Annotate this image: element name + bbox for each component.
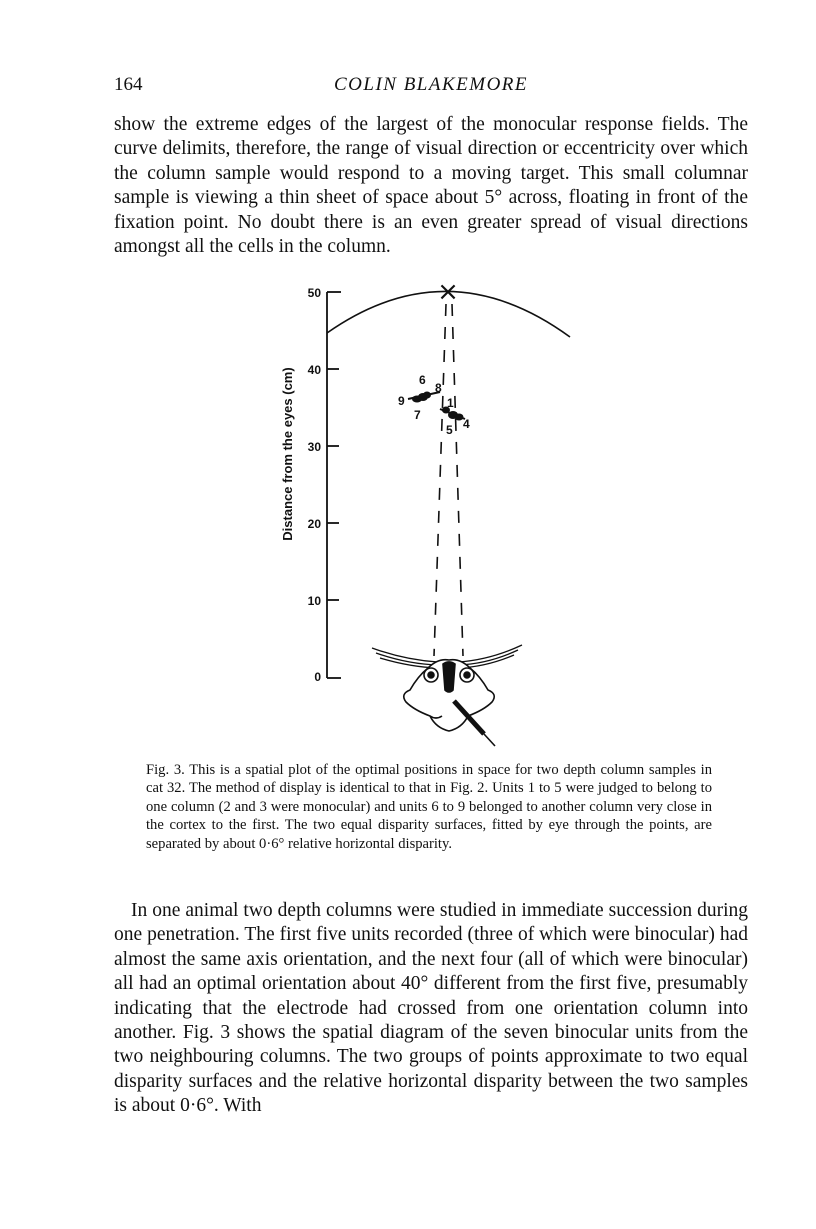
running-head: COLIN BLAKEMORE [333, 74, 529, 95]
page-header [114, 74, 748, 104]
y-axis-label: Distance from the eyes (cm) [280, 367, 295, 541]
figure-caption-label: Fig. 3. [146, 762, 185, 778]
cat-head-drawing [404, 660, 495, 731]
y-tick-label-0: 0 [314, 670, 321, 684]
paragraph-bottom: In one animal two depth columns were studied in immediate succession during one penetration. The first five units recorded (three of which were binocular) had almost the same axis orientation, and the next four (all of which were binocular) all had an optimal orientation about 40° different from the first five, presumably indicating that the electrode had crossed from one orientation column into another. Fig. 3 shows the spatial diagram of the seven binocular units from the two neighbouring columns. The two groups of points approximate to two equal disparity surfaces and the relative horizontal disparity between the two samples is about 0·6°. With [114, 900, 748, 1117]
y-tick-label-30: 30 [307, 440, 321, 454]
paragraph-top: show the extreme edges of the largest of the monocular response fields. The curve delimits, therefore, the range of visual direction or eccentricity over which the column sample would respond to a moving target. This small columnar sample is viewing a thin sheet of space about 5° across, floating in front of the fixation point. No doubt there is an even greater spread of visual directions amongst all the cells in the column. [114, 114, 748, 258]
unit-label-8: 8 [435, 381, 442, 395]
y-tick-label-50: 50 [307, 286, 321, 300]
figure-caption [146, 761, 712, 853]
page-number: 164 [114, 74, 143, 95]
y-tick-label-10: 10 [307, 594, 321, 608]
figure-caption-text: This is a spatial plot of the optimal positions in space for two depth column samples in cat 32. The method of display is identical to that in Fig. 2. Units 1 to 5 were judged to belong to one column (2 and 3 were monocular) and units 6 to 9 belonged to another column very close in the cortex to the first. The two equal disparity surfaces, fitted by eye through the points, are separated by about 0·6° relative horizontal disparity. [146, 762, 713, 852]
y-tick-label-20: 20 [307, 517, 321, 531]
figure-3 [270, 276, 590, 756]
unit-label-6: 6 [419, 373, 426, 387]
fixation-point-mark: × [437, 277, 459, 307]
line-of-sight-right [452, 304, 463, 656]
unit-label-4: 4 [463, 417, 470, 431]
unit-label-5: 5 [446, 423, 453, 437]
unit-label-9: 9 [398, 394, 405, 408]
unit-label-7: 7 [414, 408, 421, 422]
spatial-plot [270, 276, 590, 756]
line-of-sight-left [434, 304, 446, 656]
y-tick-label-40: 40 [307, 363, 321, 377]
unit-label-1: 1 [447, 396, 454, 410]
